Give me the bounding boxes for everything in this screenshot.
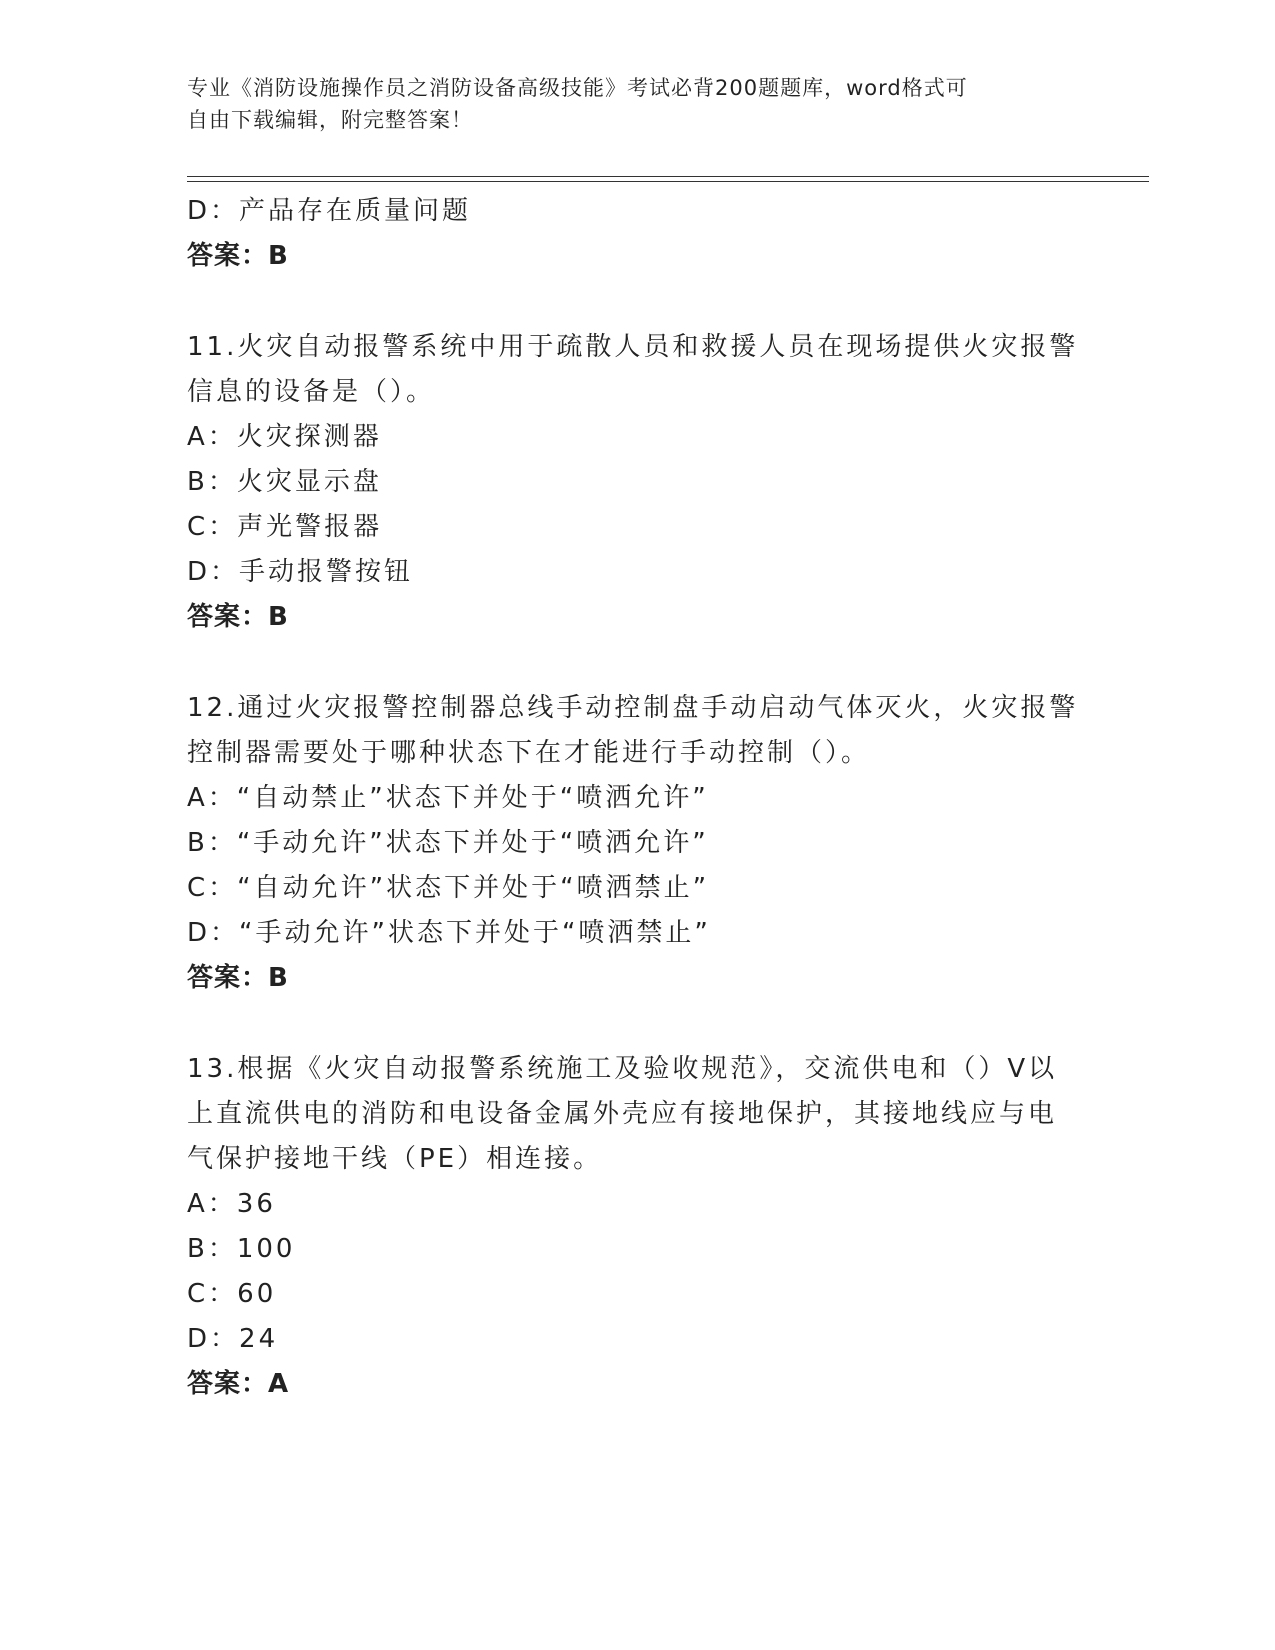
option-b: B：火灾显示盘 — [187, 467, 382, 497]
option-d: D：手动报警按钮 — [187, 557, 414, 587]
document-header — [187, 72, 1067, 136]
document-body — [187, 189, 1079, 1407]
option-a: A：火灾探测器 — [187, 422, 382, 452]
option-c: C：“自动允许”状态下并处于“喷洒禁止” — [187, 873, 710, 903]
option-c: C：声光警报器 — [187, 512, 383, 542]
option-d: D：“手动允许”状态下并处于“喷洒禁止” — [187, 918, 711, 948]
question-text-line: 信息的设备是（）。 — [187, 377, 436, 407]
option-c: C：60 — [187, 1279, 277, 1309]
spacer — [187, 279, 1067, 325]
answer-line: 答案：B — [187, 602, 289, 632]
spacer — [187, 1001, 1067, 1047]
option-d: D：24 — [187, 1324, 279, 1354]
option-a: A：36 — [187, 1189, 276, 1219]
question-text-line: 11.火灾自动报警系统中用于疏散人员和救援人员在现场提供火灾报警 — [187, 332, 1079, 362]
header-line-1: 专业《消防设施操作员之消防设备高级技能》考试必背200题题库，word格式可 — [187, 76, 968, 100]
question-text-line: 12.通过火灾报警控制器总线手动控制盘手动启动气体灭火，火灾报警 — [187, 693, 1079, 723]
spacer — [187, 640, 1067, 686]
option-d: D：产品存在质量问题 — [187, 196, 472, 226]
option-b: B：100 — [187, 1234, 296, 1264]
answer-line: 答案：B — [187, 963, 289, 993]
question-12 — [187, 686, 1079, 1001]
header-divider-bottom — [187, 181, 1149, 182]
question-11 — [187, 325, 1079, 640]
question-text-line: 气保护接地干线（PE）相连接。 — [187, 1144, 603, 1174]
option-b: B：“手动允许”状态下并处于“喷洒允许” — [187, 828, 709, 858]
header-line-2: 自由下载编辑，附完整答案！ — [187, 108, 473, 132]
question-13 — [187, 1047, 1067, 1407]
answer-line: 答案：B — [187, 241, 289, 271]
option-a: A：“自动禁止”状态下并处于“喷洒允许” — [187, 783, 709, 813]
answer-line: 答案：A — [187, 1369, 290, 1399]
question-text-line: 控制器需要处于哪种状态下在才能进行手动控制（）。 — [187, 738, 871, 768]
carryover-question — [187, 189, 1067, 279]
question-text-line: 上直流供电的消防和电设备金属外壳应有接地保护，其接地线应与电 — [187, 1099, 1058, 1129]
question-text-line: 13.根据《火灾自动报警系统施工及验收规范》，交流供电和（）V以 — [187, 1054, 1058, 1084]
header-divider-top — [187, 176, 1149, 177]
